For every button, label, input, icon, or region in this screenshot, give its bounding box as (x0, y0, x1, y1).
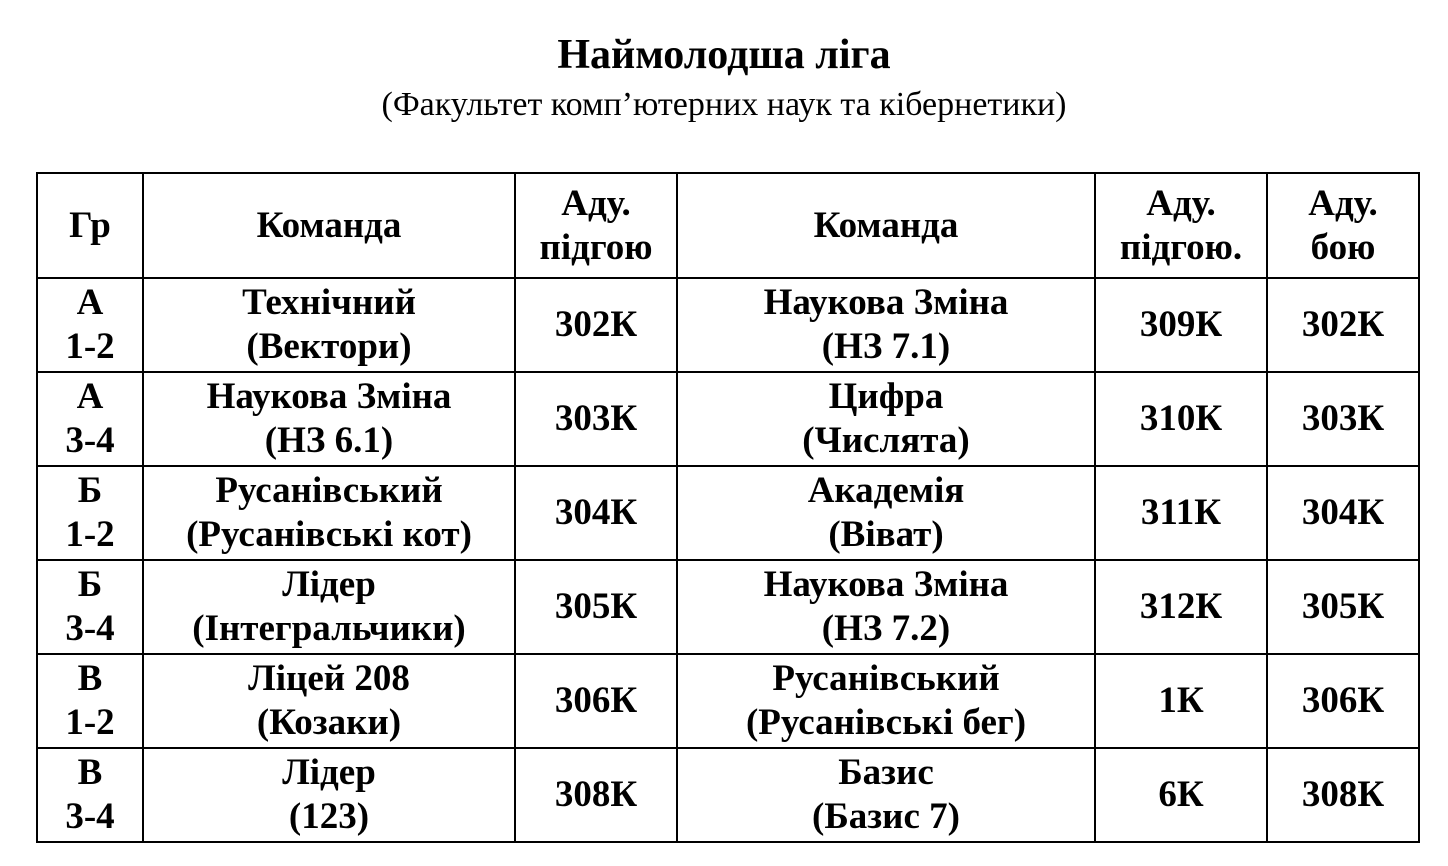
page-title: Наймолодша ліга (557, 32, 891, 78)
header-battle-room: Аду. бою (1267, 173, 1419, 278)
table-row (37, 278, 1419, 372)
team-2-cell: Академія (Віват) (677, 466, 1095, 560)
room-2-cell: 311К (1095, 466, 1267, 560)
table-row (37, 748, 1419, 842)
battle-room-cell: 306К (1267, 654, 1419, 748)
battle-room-cell: 305К (1267, 560, 1419, 654)
room-1-cell: 308К (515, 748, 677, 842)
battle-room-cell: 304К (1267, 466, 1419, 560)
battle-room-cell: 303К (1267, 372, 1419, 466)
team-1-cell: Лідер (123) (143, 748, 515, 842)
header-team-2: Команда (677, 173, 1095, 278)
room-2-cell: 1К (1095, 654, 1267, 748)
group-cell: В 3-4 (37, 748, 143, 842)
team-2-cell: Наукова Зміна (НЗ 7.2) (677, 560, 1095, 654)
room-1-cell: 304К (515, 466, 677, 560)
header-team-1: Команда (143, 173, 515, 278)
header-row (37, 173, 1419, 278)
table-row (37, 560, 1419, 654)
table-row (37, 466, 1419, 560)
header-room-1: Аду. підгою (515, 173, 677, 278)
group-cell: А 3-4 (37, 372, 143, 466)
room-2-cell: 312К (1095, 560, 1267, 654)
battle-room-cell: 302К (1267, 278, 1419, 372)
room-2-cell: 310К (1095, 372, 1267, 466)
team-2-cell: Цифра (Числята) (677, 372, 1095, 466)
room-1-cell: 306К (515, 654, 677, 748)
group-cell: Б 3-4 (37, 560, 143, 654)
group-cell: Б 1-2 (37, 466, 143, 560)
team-2-cell: Русанівський (Русанівські бег) (677, 654, 1095, 748)
group-cell: В 1-2 (37, 654, 143, 748)
room-1-cell: 305К (515, 560, 677, 654)
room-1-cell: 303К (515, 372, 677, 466)
team-1-cell: Лідер (Інтегральчики) (143, 560, 515, 654)
team-2-cell: Базис (Базис 7) (677, 748, 1095, 842)
room-1-cell: 302К (515, 278, 677, 372)
team-1-cell: Наукова Зміна (НЗ 6.1) (143, 372, 515, 466)
team-1-cell: Ліцей 208 (Козаки) (143, 654, 515, 748)
battle-room-cell: 308К (1267, 748, 1419, 842)
table-row (37, 372, 1419, 466)
room-2-cell: 309К (1095, 278, 1267, 372)
room-2-cell: 6К (1095, 748, 1267, 842)
team-1-cell: Технічний (Вектори) (143, 278, 515, 372)
group-cell: А 1-2 (37, 278, 143, 372)
page-subtitle: (Факультет комп’ютерних наук та кібернетики) (381, 86, 1067, 123)
schedule-table (36, 172, 1420, 843)
team-1-cell: Русанівський (Русанівські кот) (143, 466, 515, 560)
header-room-2: Аду. підгою. (1095, 173, 1267, 278)
table-row (37, 654, 1419, 748)
team-2-cell: Наукова Зміна (НЗ 7.1) (677, 278, 1095, 372)
header-group: Гр (37, 173, 143, 278)
